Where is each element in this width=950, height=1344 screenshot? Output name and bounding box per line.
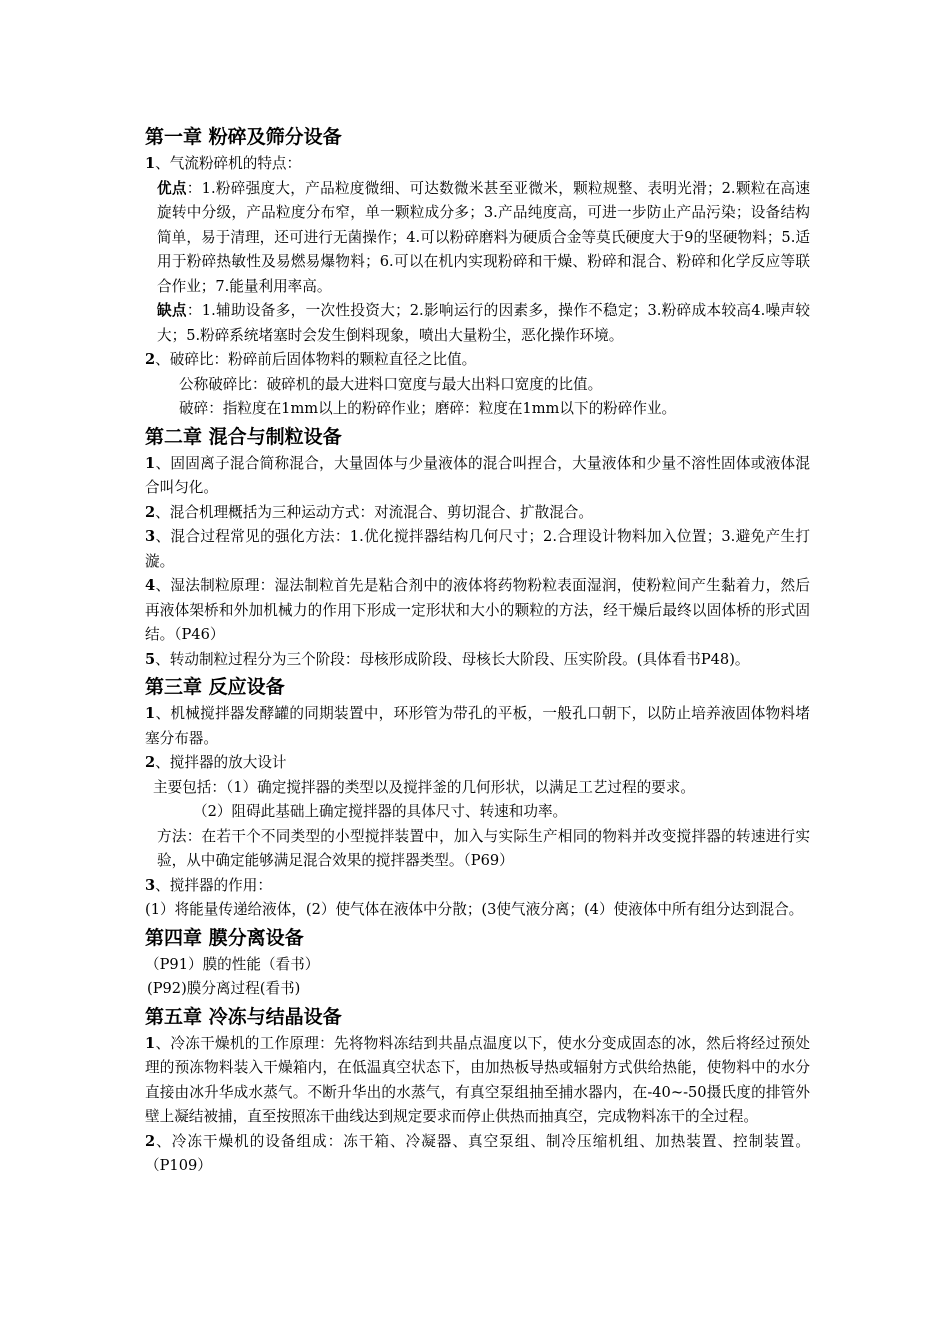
ch5-item-1: [145, 1032, 810, 1130]
advantages-label: 优点: [157, 179, 187, 197]
ch2-item-3: [145, 525, 810, 574]
chapter-4-title: 第四章 膜分离设备: [145, 926, 304, 949]
ch1-item-1: [145, 152, 810, 177]
chapter-2-title: 第二章 混合与制粒设备: [145, 425, 342, 448]
chapter-5-title: 第五章 冷冻与结晶设备: [145, 1005, 342, 1028]
document-page: [145, 122, 810, 1179]
item-number: 2: [145, 754, 156, 771]
item-number: 1: [145, 454, 156, 472]
ch3-item-1: [145, 702, 810, 751]
item-number: 3: [145, 876, 156, 894]
ch4-item-1: （P91）膜的性能（看书）: [145, 955, 320, 973]
disadvantages-text: ：1.辅助设备多，一次性投资大；2.影响运行的因素多，操作不稳定；3.粉碎成本较高4.噪声较大；5.粉碎系统堵塞时会发生倒料现象，喷出大量粉尘，恶化操作环境。: [157, 302, 810, 344]
advantages-text: ：1.粉碎强度大，产品粒度微细、可达数微米甚至亚微米，颗粒规整、表明光滑；2.颗粒在高速旋转中分级，产品粒度分布窄，单一颗粒成分多；3.产品纯度高，可进一步防止产品污染；设备结构简单，易于清理，还可进行无菌操作；4.可以粉碎磨料为硬质合金等莫氏硬度大于9的坚硬物料；5.适用于粉碎热敏性及易燃易爆物料；6.可以在机内实现粉碎和干燥、粉碎和混合、粉碎和化学反应等联合作业；7.能量利用率高。: [157, 179, 810, 295]
item-text: 、固固离子混合简称混合，大量固体与少量液体的混合叫捏合，大量液体和少量不溶性固体或液体混合叫匀化。: [145, 454, 810, 496]
ch1-disadvantages: [145, 299, 810, 348]
item-number: 2: [145, 1132, 156, 1150]
item-text: 、气流粉碎机的特点：: [155, 155, 302, 172]
item-number: 1: [145, 705, 156, 722]
ch1-item-2-sub-b: 破碎：指粒度在1mm以上的粉碎作业；磨碎：粒度在1mm以下的粉碎作业。: [179, 400, 677, 417]
item-text: 、湿法制粒原理：湿法制粒首先是粘合剂中的液体将药物粉粒表面湿润，使粉粒间产生黏着力，然后再液体架桥和外加机械力的作用下形成一定形状和大小的颗粒的方法，经干燥后最终以固体桥的形式固结。（P46）: [145, 577, 810, 643]
item-text: 、混合过程常见的强化方法：1.优化搅拌器结构几何尺寸；2.合理设计物料加入位置；3.避免产生打漩。: [145, 528, 810, 570]
item-number: 3: [145, 528, 156, 545]
item-number: 1: [145, 155, 156, 172]
ch3-item-2-sub-b: （2）阻碍此基础上确定搅拌器的具体尺寸、转速和功率。: [193, 803, 568, 820]
item-number: 1: [145, 1034, 156, 1052]
ch3-item-3: [145, 874, 810, 899]
item-number: 2: [145, 503, 156, 521]
item-text: 、搅拌器的放大设计: [155, 754, 287, 771]
item-text: 、破碎比：粉碎前后固体物料的颗粒直径之比值。: [155, 351, 477, 368]
item-text: 、机械搅拌器发酵罐的同期装置中，环形管为带孔的平板，一般孔口朝下，以防止培养液固体物料堵塞分布器。: [145, 705, 810, 747]
ch3-item-2-sub-a: 主要包括：（1）确定搅拌器的类型以及搅拌釜的几何形状，以满足工艺过程的要求。: [153, 778, 695, 796]
ch3-item-2-sub-c: 方法：在若干个不同类型的小型搅拌装置中，加入与实际生产相同的物料并改变搅拌器的转速进行实验，从中确定能够满足混合效果的搅拌器类型。（P69）: [157, 827, 810, 869]
chapter-1-title: 第一章 粉碎及筛分设备: [145, 126, 342, 148]
ch3-item-2: [145, 751, 810, 776]
ch2-item-2: [145, 501, 810, 526]
item-text: 、转动制粒过程分为三个阶段：母核形成阶段、母核长大阶段、压实阶段。(具体看书P48)。: [155, 650, 750, 668]
item-text: 、混合机理概括为三种运动方式：对流混合、剪切混合、扩散混合。: [155, 503, 593, 521]
ch5-item-2: [145, 1130, 810, 1179]
item-text: 、冷冻干燥机的工作原理：先将物料冻结到共晶点温度以下，使水分变成固态的冰，然后将经过预处理的预冻物料装入干燥箱内，在低温真空状态下，由加热板导热或辐射方式供给热能，使物料中的水分直接由冰升华成水蒸气。不断升华出的水蒸气，有真空泵组抽至捕水器内，在-40~-50摄氏度的排管外壁上凝结被捕，直至按照冻干曲线达到规定要求而停止供热而抽真空，完成物料冻干的全过程。: [145, 1034, 810, 1125]
ch1-item-2: [145, 348, 810, 373]
ch4-item-2: (P92)膜分离过程(看书): [147, 980, 301, 997]
ch2-item-4: [145, 574, 810, 648]
item-number: 2: [145, 351, 156, 368]
ch1-advantages: [145, 177, 810, 300]
item-text: 、搅拌器的作用：: [155, 876, 272, 894]
item-number: 4: [145, 577, 156, 594]
item-text: 、冷冻干燥机的设备组成：冻干箱、冷凝器、真空泵组、制冷压缩机组、加热装置、控制装置。（P109）: [145, 1132, 810, 1174]
chapter-3-title: 第三章 反应设备: [145, 676, 285, 698]
item-number: 5: [145, 650, 156, 668]
ch2-item-5: [145, 648, 810, 673]
disadvantages-label: 缺点: [157, 302, 187, 319]
ch2-item-1: [145, 452, 810, 501]
ch3-item-3-sub: (1）将能量传递给液体，(2）使气体在液体中分散；(3使气液分离；(4）使液体中所有组分达到混合。: [145, 901, 804, 918]
ch1-item-2-sub-a: 公称破碎比：破碎机的最大进料口宽度与最大出料口宽度的比值。: [179, 375, 603, 393]
